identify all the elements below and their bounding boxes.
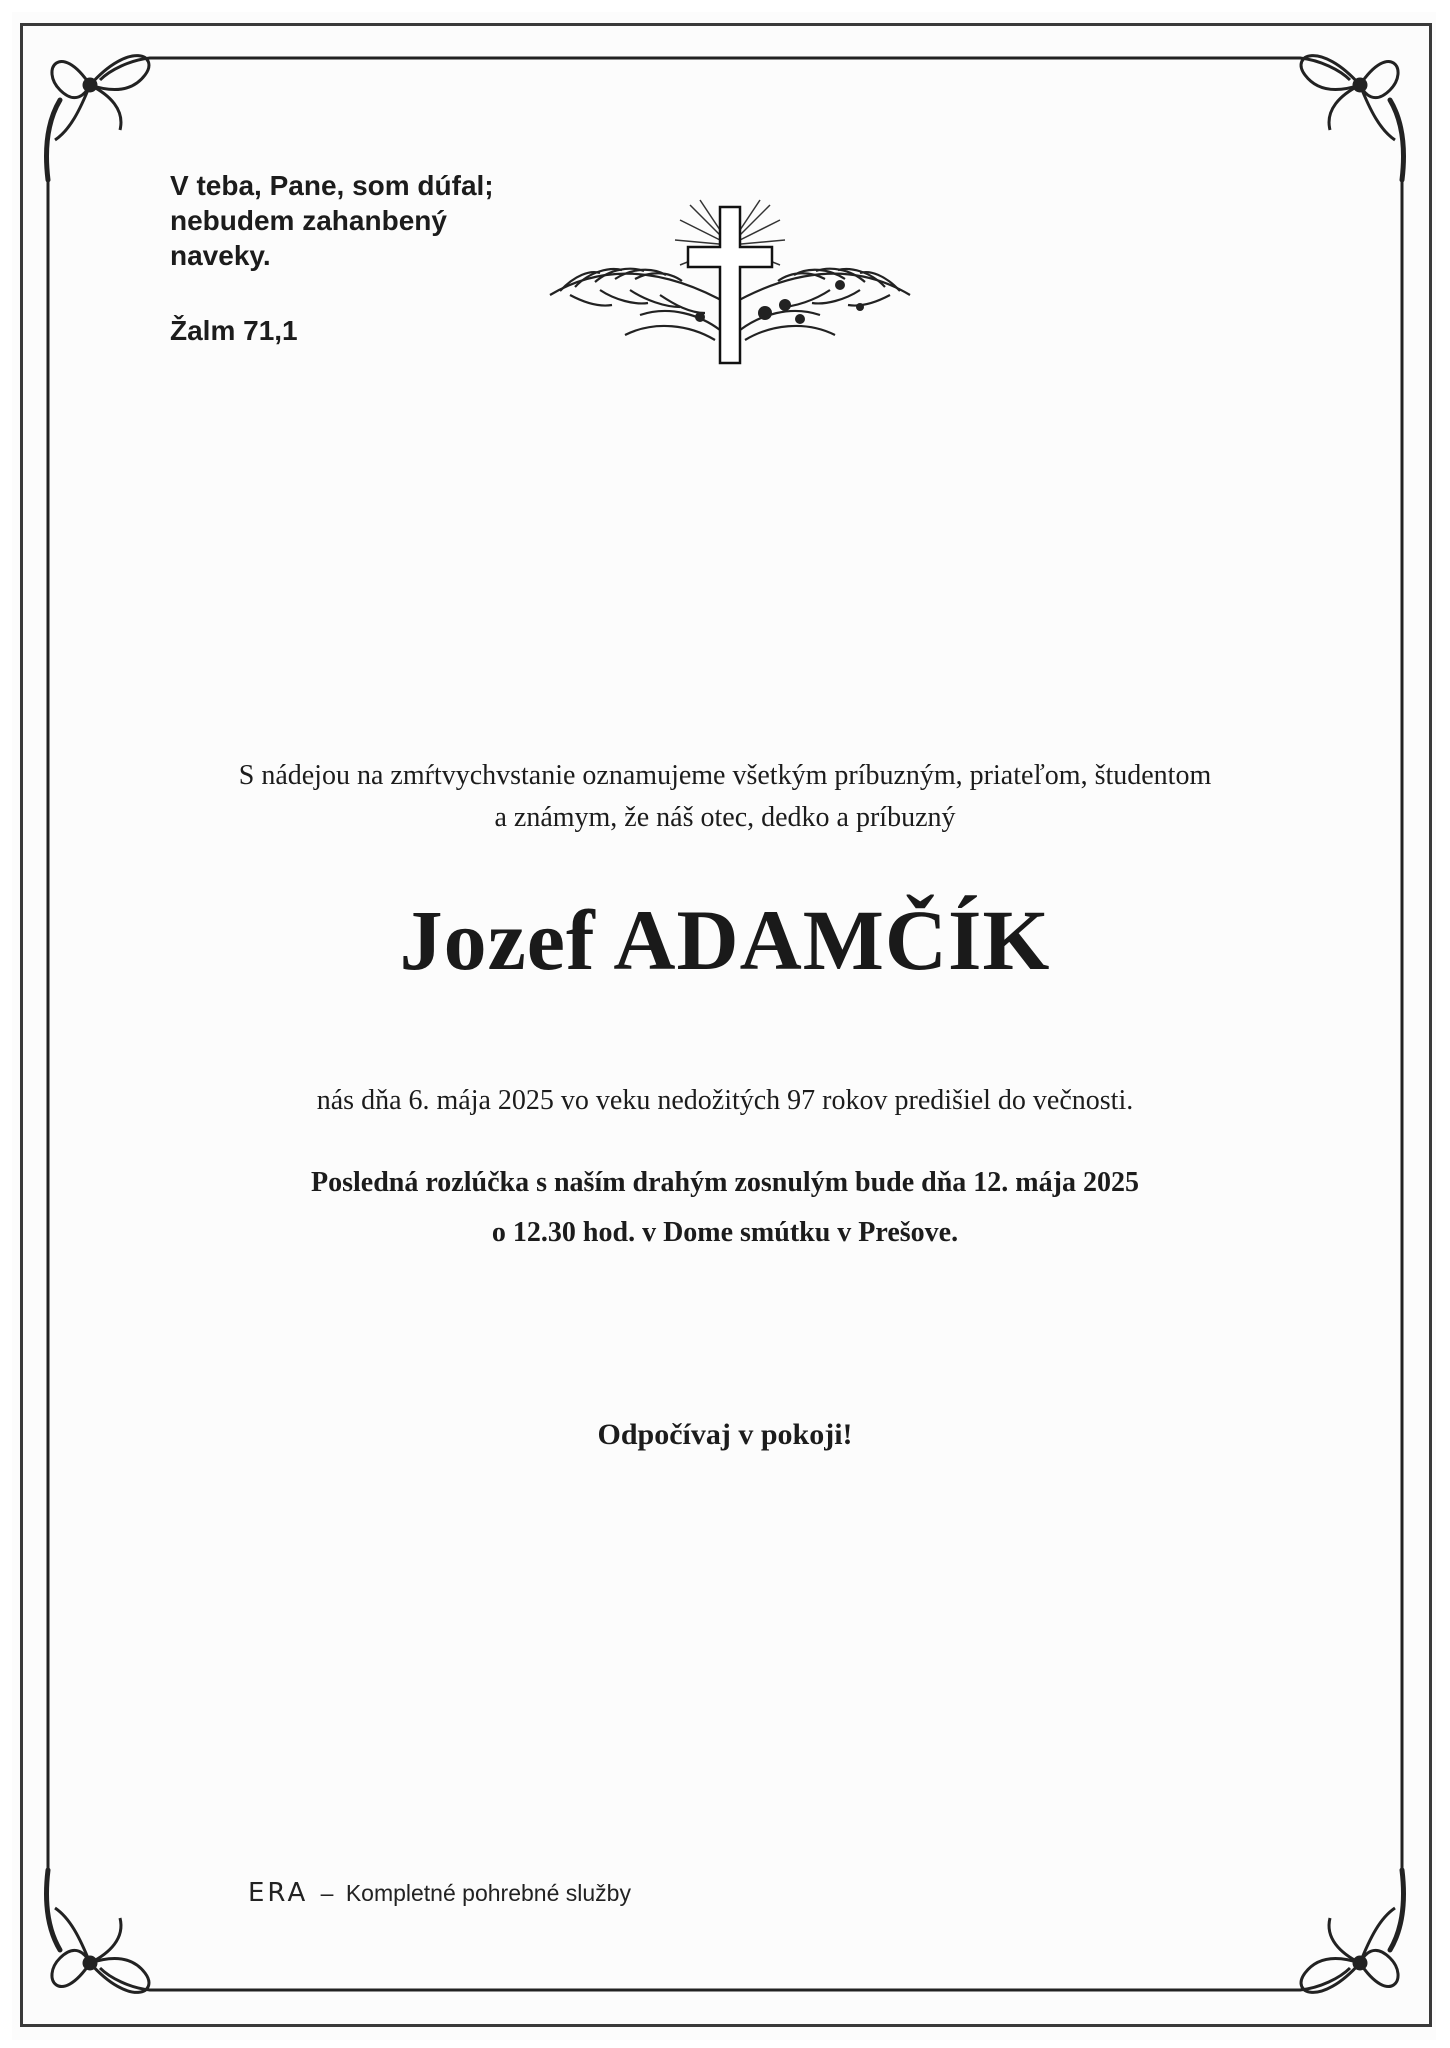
farewell-line: o 12.30 hod. v Dome smútku v Prešove. [491, 1217, 959, 1248]
ribbon-bow-icon [1300, 56, 1398, 140]
announcement-line: a známym, že náš otec, dedko a príbuzný [494, 802, 956, 833]
footer [248, 1878, 631, 1908]
cross-with-palm-branches-icon [540, 195, 920, 370]
deceased-name: Jozef ADAMČÍK [399, 892, 1051, 988]
ribbon-bow-icon [52, 56, 150, 140]
ribbon-bow-icon [52, 1908, 150, 1992]
psalm-line: naveky. [170, 240, 271, 271]
psalm-line: V teba, Pane, som dúfal; [170, 170, 494, 201]
closing-phrase: Odpočívaj v pokoji! [597, 1418, 853, 1451]
passing-text: nás dňa 6. mája 2025 vo veku nedožitých 97 rokov predišiel do večnosti. [316, 1085, 1134, 1116]
footer-dash: – [320, 1880, 334, 1906]
farewell-line: Posledná rozlúčka s naším drahým zosnulým bude dňa 12. mája 2025 [311, 1167, 1139, 1198]
footer-brand: ERA [248, 1878, 309, 1908]
farewell-info [0, 1158, 1450, 1258]
announcement [0, 755, 1450, 839]
psalm-quote [170, 168, 570, 273]
psalm-line: nebudem zahanbený [170, 205, 447, 236]
ribbon-bow-icon [1300, 1908, 1398, 1992]
footer-service: Kompletné pohrebné služby [345, 1880, 631, 1906]
psalm-reference: Žalm 71,1 [170, 315, 298, 346]
announcement-line: S nádejou na zmŕtvychvstanie oznamujeme všetkým príbuzným, priateľom, študentom [238, 760, 1212, 791]
